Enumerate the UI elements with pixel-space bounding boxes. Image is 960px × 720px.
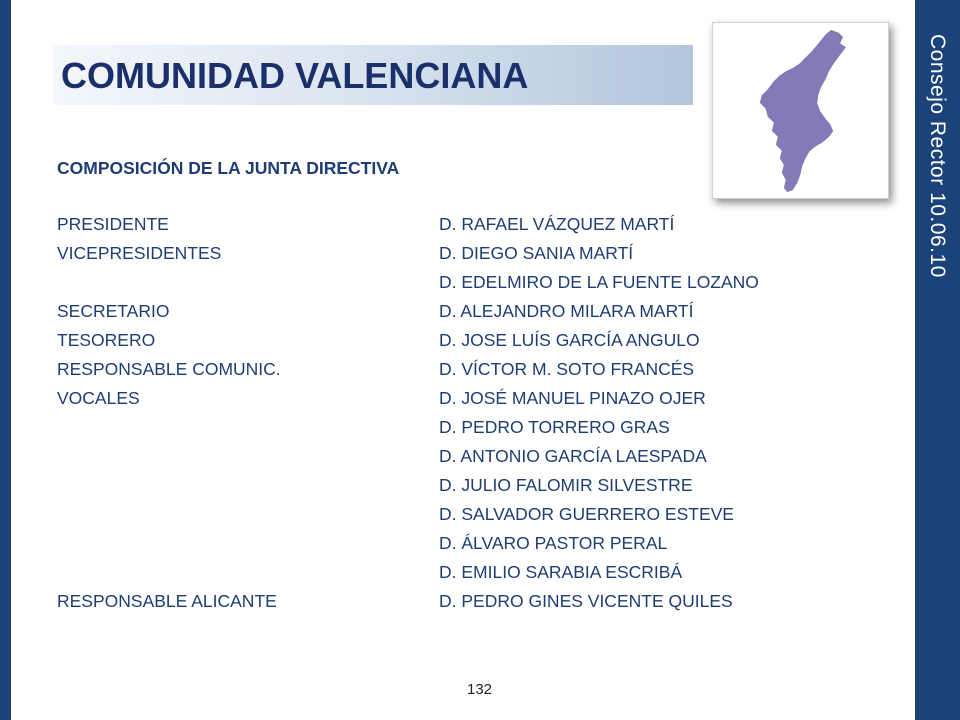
- member-role: RESPONSABLE ALICANTE: [57, 591, 277, 611]
- member-role: SECRETARIO: [57, 301, 170, 321]
- member-role: TESORERO: [57, 330, 156, 350]
- section-heading: COMPOSICIÓN DE LA JUNTA DIRECTIVA: [57, 158, 400, 178]
- left-frame-bar: [0, 0, 11, 720]
- map-frame: [712, 22, 889, 199]
- member-name: D. VÍCTOR M. SOTO FRANCÉS: [439, 359, 695, 379]
- member-role: VOCALES: [57, 388, 140, 408]
- content-area: [57, 158, 759, 611]
- member-role: VICEPRESIDENTES: [57, 243, 222, 263]
- region-shape: [759, 29, 847, 193]
- member-role: PRESIDENTE: [57, 214, 169, 234]
- region-map-icon: [713, 23, 888, 198]
- member-name: D. JOSE LUÍS GARCÍA ANGULO: [439, 330, 700, 350]
- member-name: D. EDELMIRO DE LA FUENTE LOZANO: [439, 272, 759, 292]
- title-banner: [53, 45, 693, 105]
- member-name: D. ANTONIO GARCÍA LAESPADA: [439, 446, 707, 466]
- member-name: D. DIEGO SANIA MARTÍ: [439, 243, 634, 263]
- member-name: D. EMILIO SARABIA ESCRIBÁ: [439, 562, 683, 582]
- member-name: D. PEDRO GINES VICENTE QUILES: [439, 591, 733, 611]
- page-number: 132: [467, 681, 493, 698]
- member-name: D. JULIO FALOMIR SILVESTRE: [439, 475, 693, 495]
- side-label: Consejo Rector 10.06.10: [926, 34, 949, 278]
- member-name: D. JOSÉ MANUEL PINAZO OJER: [439, 388, 706, 408]
- member-name: D. ALEJANDRO MILARA MARTÍ: [439, 301, 694, 321]
- member-role: RESPONSABLE COMUNIC.: [57, 359, 281, 379]
- member-name: D. PEDRO TORRERO GRAS: [439, 417, 670, 437]
- member-name: D. SALVADOR GUERRERO ESTEVE: [439, 504, 734, 524]
- member-name: D. RAFAEL VÁZQUEZ MARTÍ: [439, 214, 675, 234]
- member-name: D. ÁLVARO PASTOR PERAL: [439, 533, 668, 553]
- page-title: COMUNIDAD VALENCIANA: [61, 55, 529, 96]
